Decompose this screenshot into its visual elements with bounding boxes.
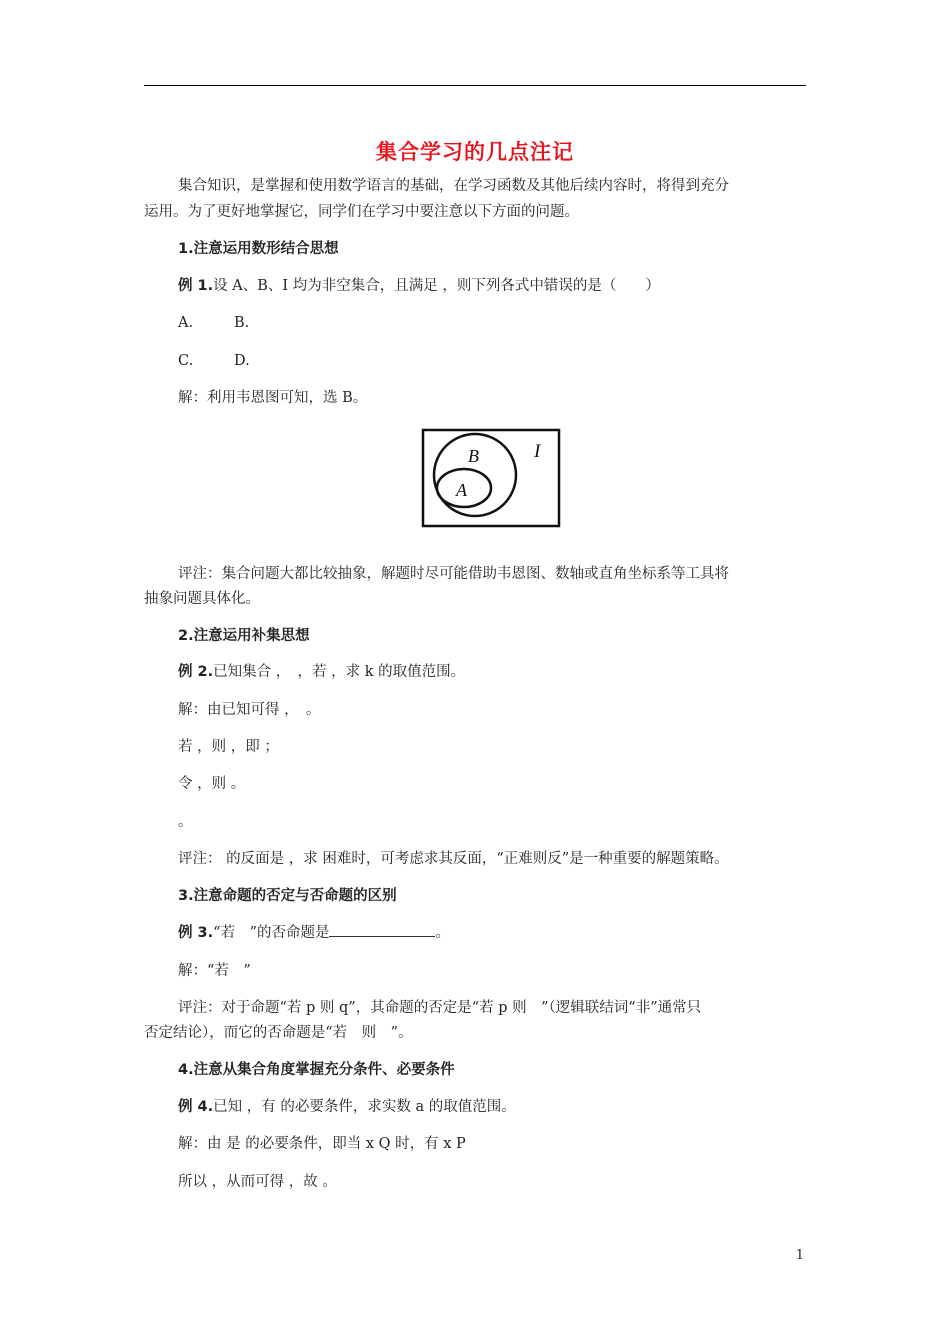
venn-label-i: I xyxy=(534,441,541,462)
venn-label-a: A xyxy=(456,480,467,500)
section-3-note-line-2: 否定结论），而它的否命题是“若 则 ”。 xyxy=(144,1025,413,1041)
example-2 xyxy=(178,661,465,683)
example-4-text: 已知 ，有 的必要条件，求实数 a 的取值范围。 xyxy=(213,1099,516,1115)
example-4-label: 例 4. xyxy=(178,1099,214,1115)
page-title: 集合学习的几点注记 xyxy=(376,140,574,164)
example-2-solution-2: 若 ，则 ，即 ； xyxy=(178,739,279,755)
example-1-label: 例 1. xyxy=(178,278,214,294)
section-1-note-line-2: 抽象问题具体化。 xyxy=(144,591,260,607)
example-3-label: 例 3. xyxy=(178,925,214,941)
example-1-solution: 解：利用韦恩图可知，选 B。 xyxy=(178,390,368,406)
example-2-solution-1: 解：由已知可得 ， 。 xyxy=(178,702,321,718)
example-2-solution-3: 令 ，则 。 xyxy=(178,776,246,792)
example-1-text: 设 A、B、I 均为非空集合，且满足 ，则下列各式中错误的是（ ） xyxy=(213,278,660,294)
page-number: 1 xyxy=(795,1248,804,1263)
header-rule xyxy=(144,85,806,86)
example-2-text: 已知集合 ， ，若 ，求 k 的取值范围。 xyxy=(213,664,466,680)
example-3-text: “若 ”的否命题是 xyxy=(213,925,330,941)
option-b: B. xyxy=(234,315,250,331)
intro-line-2: 运用。为了更好地掌握它，同学们在学习中要注意以下方面的问题。 xyxy=(144,204,579,220)
section-2-note: 评注： 的反面是 ，求 困难时，可考虑求其反面，“正难则反”是一种重要的解题策略。 xyxy=(178,851,729,867)
option-a: A. xyxy=(178,315,194,331)
example-3 xyxy=(178,922,450,944)
section-1-heading: 1.注意运用数形结合思想 xyxy=(178,241,339,257)
example-2-solution-4: 。 xyxy=(178,814,193,830)
example-4 xyxy=(178,1096,516,1118)
example-3-solution: 解：“若 ” xyxy=(178,963,251,979)
option-d: D. xyxy=(234,353,250,369)
example-3-text-end: 。 xyxy=(435,925,450,941)
venn-diagram xyxy=(421,428,561,528)
venn-label-b: B xyxy=(468,446,479,466)
example-4-solution-2: 所以 ，从而可得 ，故 。 xyxy=(178,1174,337,1190)
intro-line-1: 集合知识，是掌握和使用数学语言的基础，在学习函数及其他后续内容时，将得到充分 xyxy=(178,178,729,194)
example-4-solution-1: 解：由 是 的必要条件，即当 x Q 时，有 x P xyxy=(178,1136,466,1152)
section-1-note-line-1: 评注：集合问题大都比较抽象，解题时尽可能借助韦恩图、数轴或直角坐标系等工具将 xyxy=(178,566,729,582)
section-2-heading: 2.注意运用补集思想 xyxy=(178,628,310,644)
section-4-heading: 4.注意从集合角度掌握充分条件、必要条件 xyxy=(178,1062,455,1078)
example-2-label: 例 2. xyxy=(178,664,214,680)
option-c: C. xyxy=(178,353,194,369)
section-3-heading: 3.注意命题的否定与否命题的区别 xyxy=(178,888,397,904)
example-1 xyxy=(178,275,660,297)
answer-blank xyxy=(329,922,435,937)
section-3-note-line-1: 评注：对于命题“若 p 则 q”，其命题的否定是“若 p 则 ”（逻辑联结词“非”通常只 xyxy=(178,1000,702,1016)
